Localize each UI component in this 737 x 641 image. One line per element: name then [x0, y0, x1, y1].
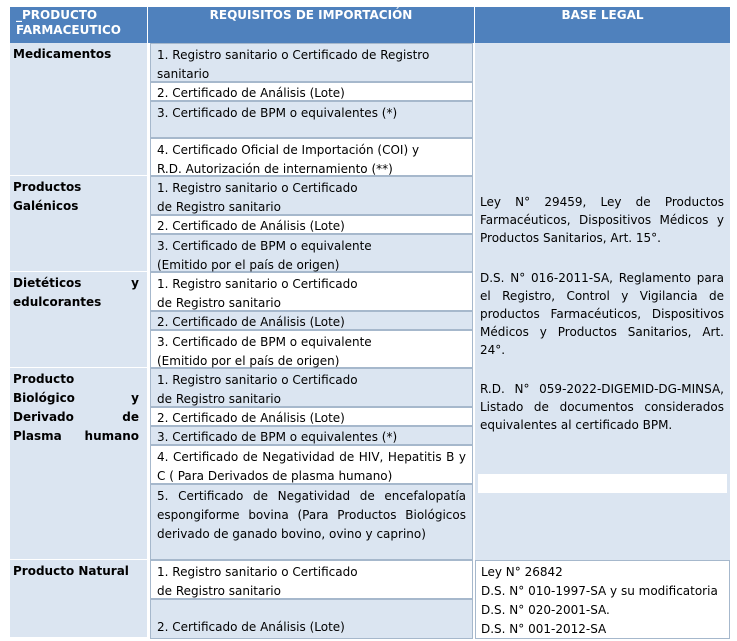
requirement-cell: 2. Certificado de Análisis (Lote)	[150, 82, 473, 101]
requirement-cell: 1. Registro sanitario o Certificado de Registro sanitario	[150, 560, 473, 599]
requirement-cell: 1. Registro sanitario o Certificado de Registro sanitario	[150, 176, 473, 215]
legal-natural-cell	[475, 560, 730, 639]
legal-natural-line: Ley N° 26842	[481, 565, 563, 579]
legal-rd-059-2022: R.D. N° 059-2022-DIGEMID-DG-MINSA, Listado de documentos considerados equivalentes al certificado BPM.	[480, 382, 724, 432]
requirement-cell: 5. Certificado de Negatividad de encefalopatía espongiforme bovina (Para Productos Biológicos derivado de ganado bovino, ovino y caprino)	[150, 484, 473, 560]
product-dieteticos: Dietéticos y edulcorantes	[10, 272, 148, 368]
legal-natural-line: D.S. N° 010-1997-SA y su modificatoria	[481, 584, 718, 598]
header-legal-label: BASE LEGAL	[561, 8, 644, 22]
product-medicamentos: Medicamentos	[10, 43, 148, 176]
header-legal	[475, 7, 730, 43]
requirement-cell: 4. Certificado Oficial de Importación (COI) y R.D. Autorización de internamiento (**)	[150, 138, 473, 176]
requirement-cell: 3. Certificado de BPM o equivalente (Emitido por el país de origen)	[150, 330, 473, 368]
legal-ds-016-2011: D.S. N° 016-2011-SA, Reglamento para el Registro, Control y Vigilancia de productos Farmacéuticos, Dispositivos Médicos y Productos Sanitarios, Art. 24°.	[480, 271, 724, 357]
legal-natural-line: D.S. N° 020-2001-SA.	[481, 603, 610, 617]
header-product-label: _PRODUCTO FARMACEUTICO	[16, 8, 121, 37]
requirement-cell: 2. Certificado de Análisis (Lote)	[150, 599, 473, 639]
requirement-cell: 2. Certificado de Análisis (Lote)	[150, 407, 473, 426]
requirement-cell: 2. Certificado de Análisis (Lote)	[150, 215, 473, 234]
product-biologico: Producto Biológico y Derivado de Plasma humano	[10, 368, 148, 560]
requirement-cell: 1. Registro sanitario o Certificado de Registro sanitario	[150, 272, 473, 311]
header-requirements-label: REQUISITOS DE IMPORTACIÓN	[209, 8, 413, 22]
requirement-cell: 4. Certificado de Negatividad de HIV, Hepatitis B y C ( Para Derivados de plasma humano)	[150, 445, 473, 484]
product-galenicos: Productos Galénicos	[10, 176, 148, 272]
requirement-cell: 3. Certificado de BPM o equivalentes (*)	[150, 101, 473, 138]
legal-law-29459: Ley N° 29459, Ley de Productos Farmacéuticos, Dispositivos Médicos y Productos Sanitarios, Art. 15°.	[480, 195, 724, 245]
header-requirements	[148, 7, 474, 43]
requirement-cell: 3. Certificado de BPM o equivalentes (*)	[150, 426, 473, 445]
requirement-cell: 3. Certificado de BPM o equivalente (Emitido por el país de origen)	[150, 234, 473, 272]
legal-natural-line: D.S. N° 001-2012-SA	[481, 622, 607, 636]
legal-base-blank	[478, 474, 727, 493]
requirement-cell: 1. Registro sanitario o Certificado de Registro sanitario	[150, 368, 473, 407]
requirement-cell: 2. Certificado de Análisis (Lote)	[150, 311, 473, 330]
header-product	[10, 7, 147, 43]
product-natural: Producto Natural	[10, 560, 148, 638]
requirement-cell: 1. Registro sanitario o Certificado de Registro sanitario	[150, 43, 473, 82]
